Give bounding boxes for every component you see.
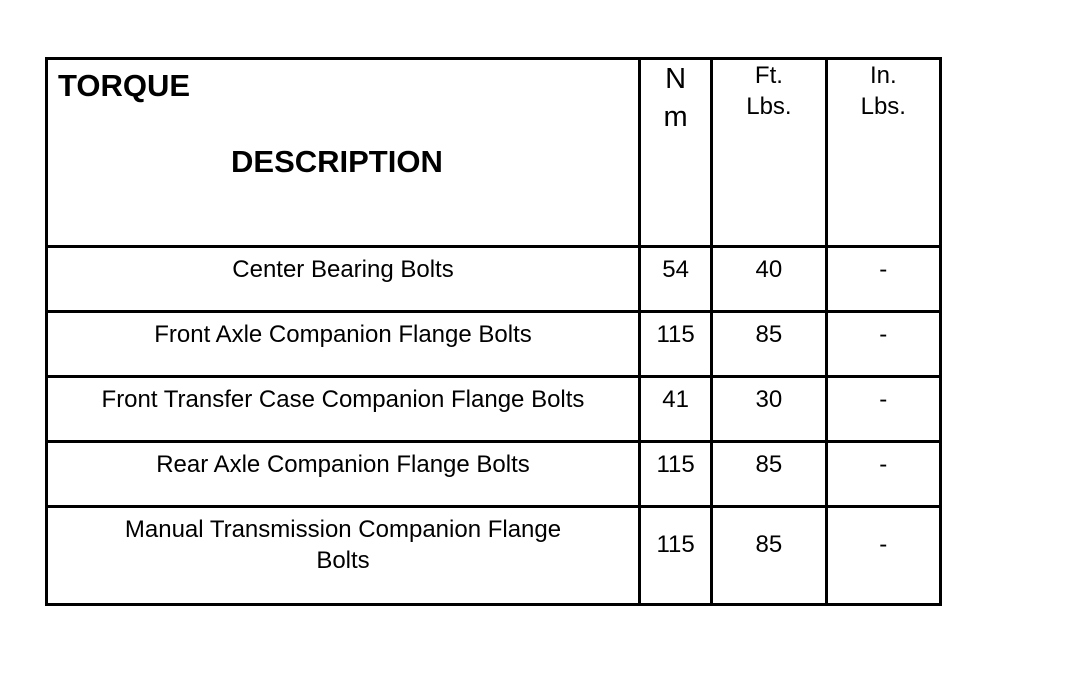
row-description	[47, 507, 640, 605]
header-ft-lbs	[712, 59, 826, 247]
row-in-lbs: -	[826, 377, 940, 442]
header-in-line1: In.	[869, 62, 897, 89]
row-ft-lbs: 30	[712, 377, 826, 442]
row-nm: 115	[639, 442, 711, 507]
row-in-lbs: -	[826, 312, 940, 377]
row-description: Center Bearing Bolts	[47, 247, 640, 312]
row-description: Rear Axle Companion Flange Bolts	[47, 442, 640, 507]
table-row	[47, 247, 941, 312]
header-in-lbs	[826, 59, 940, 247]
row-description: Front Transfer Case Companion Flange Bolts	[47, 377, 640, 442]
row-description-line1: Manual Transmission Companion Flange	[124, 516, 562, 543]
row-nm: 115	[639, 312, 711, 377]
row-description: Front Axle Companion Flange Bolts	[47, 312, 640, 377]
row-in-lbs: -	[826, 247, 940, 312]
header-nm	[639, 59, 711, 247]
header-ft-line2: Lbs.	[746, 93, 792, 120]
row-in-lbs: -	[826, 507, 940, 605]
header-ft-line1: Ft.	[754, 62, 783, 89]
row-ft-lbs: 85	[712, 442, 826, 507]
row-ft-lbs: 85	[712, 507, 826, 605]
table-row	[47, 507, 941, 605]
table-row	[47, 377, 941, 442]
row-nm: 115	[639, 507, 711, 605]
row-nm: 54	[639, 247, 711, 312]
row-in-lbs: -	[826, 442, 940, 507]
row-description-line2: Bolts	[316, 547, 370, 574]
table-row	[47, 442, 941, 507]
row-ft-lbs: 40	[712, 247, 826, 312]
header-description: DESCRIPTION	[231, 144, 443, 179]
torque-table	[45, 57, 942, 606]
row-nm: 41	[639, 377, 711, 442]
header-torque: TORQUE	[58, 68, 191, 103]
header-nm-line2: m	[663, 101, 688, 133]
header-in-line2: Lbs.	[860, 93, 906, 120]
row-ft-lbs: 85	[712, 312, 826, 377]
header-description-cell	[47, 59, 640, 247]
table-row	[47, 312, 941, 377]
header-nm-line1: N	[665, 63, 687, 95]
table-header-row	[47, 59, 941, 247]
